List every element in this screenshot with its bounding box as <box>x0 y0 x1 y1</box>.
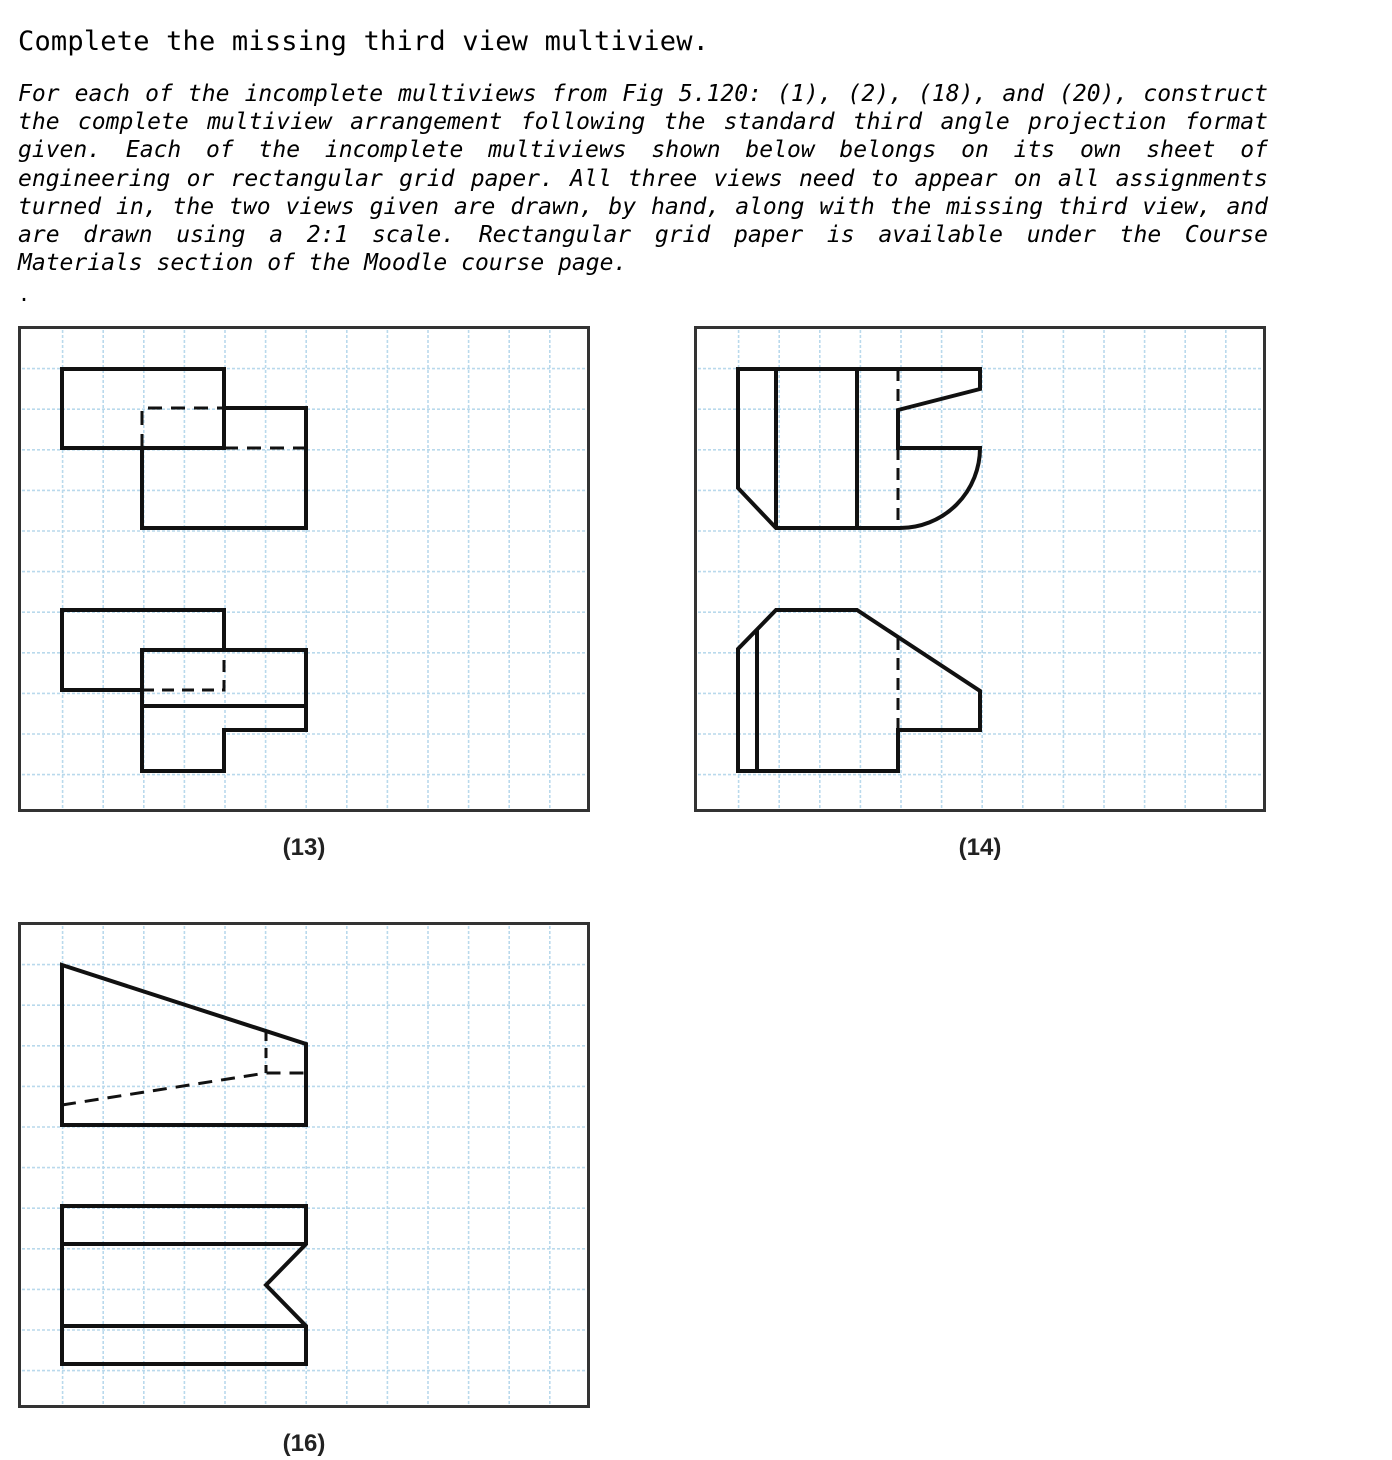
figure-13-caption: (13) <box>282 834 326 861</box>
front-view-hidden-line <box>142 650 224 690</box>
figure-16-drawing <box>18 922 590 1408</box>
figure-14-drawing <box>694 326 1266 812</box>
figure-16 <box>18 922 590 1408</box>
front-view-outline <box>62 1206 306 1364</box>
page-title: Complete the missing third view multiview. <box>18 26 710 57</box>
top-view-hidden-line <box>142 408 224 448</box>
sheet-border <box>20 328 589 811</box>
figure-13-drawing <box>18 326 590 812</box>
figure-13 <box>18 326 590 812</box>
trailing-period: . <box>18 282 31 306</box>
front-view-lower-block <box>142 706 306 771</box>
front-view-outline <box>738 610 980 771</box>
assignment-instructions: For each of the incomplete multiviews from Fig 5.120: (1), (2), (18), and (20), construct the complete multiview arrangement following the standard third angle projection format given. Each of the incomplete multiviews shown below belongs on its own sheet of engineering or rectangular grid paper. All three views need to appear on all assignments turned in, the two views given are drawn, by hand, along with the missing third view, and are drawn using a 2:1 scale. Rectangular grid paper is available under the Course Materials section of the Moodle course page. <box>18 81 1268 277</box>
figure-14-caption: (14) <box>958 834 1002 861</box>
front-view-upper-block <box>142 650 306 706</box>
grid-paper <box>22 330 586 808</box>
figure-16-caption: (16) <box>282 1430 326 1457</box>
sheet-border <box>696 328 1265 811</box>
grid-paper <box>698 330 1262 808</box>
figure-14 <box>694 326 1266 812</box>
